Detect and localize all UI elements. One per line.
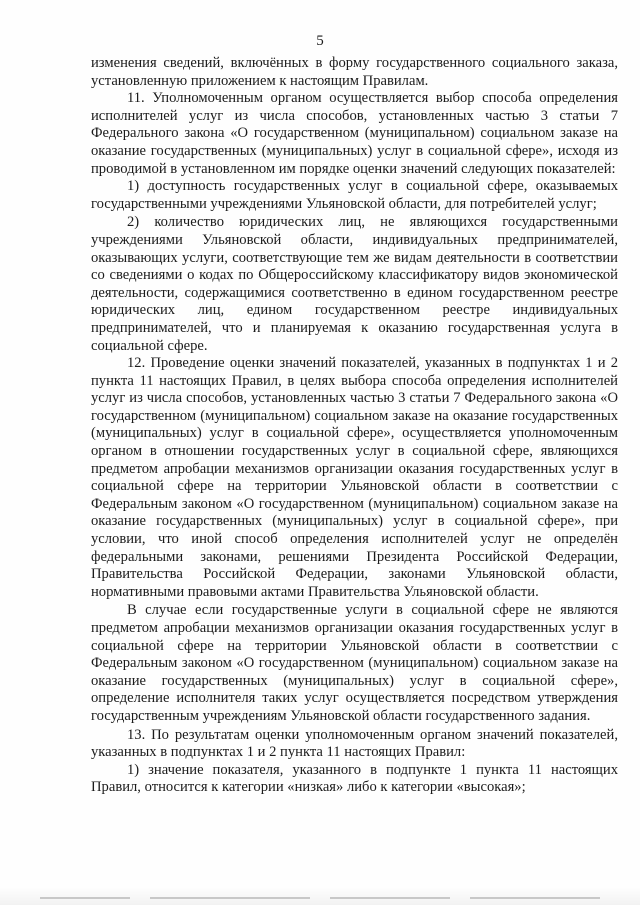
paragraph-clause-11-item-2: 2) количество юридических лиц, не являющихся государственными учреждениями Ульяновской области, индивидуальных предпринимателей, оказывающих услуги, соответствующие тем же видам деятельности в соответствии со сведениями о кодах по Общероссийскому классификатору видов экономической деятельности, содержащимися соответственно в едином государственном реестре юридических лиц, едином государственном реестре индивидуальных предпринимателей, что и планируемая к оказанию государственная услуга в социальной сфере. <box>91 214 618 354</box>
scan-artifact <box>330 897 450 899</box>
paragraph-clause-13: 13. По результатам оценки уполномоченным органом значений показателей, указанных в подпунктах 1 и 2 пункта 11 настоящих Правил: <box>91 726 618 761</box>
paragraph-clause-11-item-1: 1) доступность государственных услуг в социальной сфере, оказываемых государственными учреждениями Ульяновской области, для потребителей услуг; <box>91 178 618 212</box>
paragraph-clause-12: 12. Проведение оценки значений показателей, указанных в подпунктах 1 и 2 пункта 11 настоящих Правил, в целях выбора способа определения исполнителей услуг из числа способов, установленных частью 3 статьи 7 Федерального закона «О государственном (муниципальном) социальном заказе на оказание государственных (муниципальных) услуг в социальной сфере», осуществляется уполномоченным органом в отношении государственных услуг в социальной сфере, являющихся предметом апробации механизмов организации оказания государственных услуг в социальной сфере на территории Ульяновской области в соответствии с Федеральным законом «О государственном (муниципальном) социальном заказе на оказание государственных (муниципальных) услуг в социальной сфере», при условии, что иной способ определения исполнителей услуг не определён федеральными законами, решениями Президента Российской Федерации, Правительства Российской Федерации, законами Ульяновской области, нормативными правовыми актами Правительства Ульяновской области. <box>91 355 618 600</box>
page-number: 5 <box>316 33 324 49</box>
paragraph-clause-13-item-1: 1) значение показателя, указанного в подпункте 1 пункта 11 настоящих Правил, относится к категории «низкая» либо к категории «высокая»; <box>91 761 618 796</box>
scan-artifact <box>40 897 130 899</box>
document-body <box>91 55 618 797</box>
scan-bottom-edge <box>0 887 640 905</box>
scan-artifact <box>470 897 600 899</box>
paragraph-clause-11: 11. Уполномоченным органом осуществляется выбор способа определения исполнителей услуг из числа способов, установленных частью 3 статьи 7 Федерального закона «О государственном (муниципальном) социальном заказе на оказание государственных (муниципальных) услуг в социальной сфере», исходя из проводимой в установленном им порядке оценки значений следующих показателей: <box>91 90 618 177</box>
scan-artifact <box>150 897 310 899</box>
paragraph-clause-12-note: В случае если государственные услуги в социальной сфере не являются предметом апробации механизмов организации оказания государственных услуг в социальной сфере на территории Ульяновской области в соответствии с Федеральным законом «О государственном (муниципальном) социальном заказе на оказание государственных (муниципальных) услуг в социальной сфере», определение исполнителя таких услуг осуществляется посредством утверждения государственным учреждениям Ульяновской области государственного задания. <box>91 602 618 724</box>
paragraph-continuation: изменения сведений, включённых в форму государственного социального заказа, установленную приложением к настоящим Правилам. <box>91 55 618 89</box>
